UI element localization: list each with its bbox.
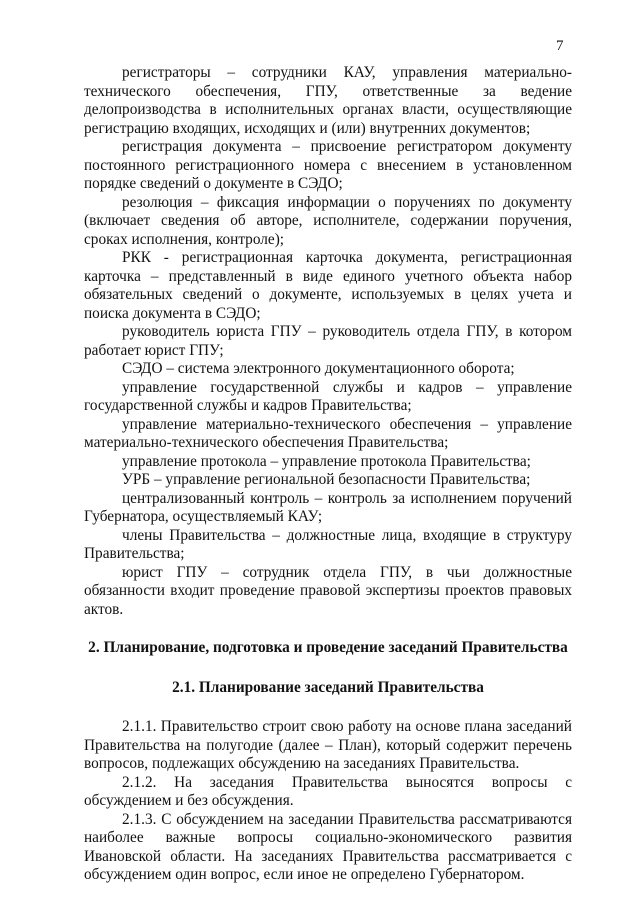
clause-2-1-1: 2.1.1. Правительство строит свою работу на основе плана заседаний Правительства на полугодие (далее – План), который содержит перечень вопросов, подлежащих обсуждению на заседаниях Правительства. [84, 718, 572, 772]
definitions-list [84, 64, 572, 619]
definition-government-members: члены Правительства – должностные лица, входящие в структуру Правительства; [84, 526, 572, 562]
definition-gpu-lawyer-head: руководитель юриста ГПУ – руководитель отдела ГПУ, в котором работает юрист ГПУ; [84, 323, 572, 359]
definition-urb: УРБ – управление региональной безопасности Правительства; [122, 471, 531, 488]
definition-document-registration: регистрация документа – присвоение регистратором документу постоянного регистрационного номера с внесением в установленном порядке сведений о документе в СЭДО; [84, 138, 572, 192]
definition-registrars: регистраторы – сотрудники КАУ, управления материально-технического обеспечения, ГПУ, ответственные за ведение делопроизводства в исполнительных органах власти, осуществляющие регистрацию входящих, исходящих и (или) внутренних документов; [84, 64, 572, 137]
definition-logistics-department: управление материально-технического обеспечения – управление материально-технического обеспечения Правительства; [84, 415, 572, 451]
definition-civil-service-department: управление государственной службы и кадров – управление государственной службы и кадров Правительства; [84, 378, 572, 414]
clauses-list [84, 718, 572, 885]
clause-2-1-3: 2.1.3. С обсуждением на заседании Правительства рассматриваются наиболее важные вопросы социально-экономического развития Ивановской области. На заседаниях Правительства рассматривается с обсуждением один вопрос, если иное не определено Губернатором. [84, 810, 572, 883]
definition-sedo: СЭДО – система электронного документационного оборота; [122, 360, 515, 377]
page-number: 7 [556, 38, 564, 54]
definition-centralized-control: централизованный контроль – контроль за исполнением поручений Губернатора, осуществляемый КАУ; [84, 489, 572, 525]
definition-gpu-lawyer: юрист ГПУ – сотрудник отдела ГПУ, в чьи должностные обязанности входит проведение правовой экспертизы проектов правовых актов. [84, 563, 572, 618]
clause-2-1-2: 2.1.2. На заседания Правительства выносятся вопросы с обсуждением и без обсуждения. [84, 773, 572, 809]
document-body [84, 64, 572, 885]
definition-resolution: резолюция – фиксация информации о поручениях по документу (включает сведения об авторе, исполнителе, содержании поручения, сроках исполнения, контроле); [84, 193, 572, 248]
definition-protocol-department: управление протокола – управление протокола Правительства; [122, 452, 531, 470]
subsection-heading: 2.1. Планирование заседаний Правительства [172, 678, 484, 696]
definition-rkk: РКК - регистрационная карточка документа, регистрационная карточка – представленный в виде единого учетного объекта набор обязательных сведений о документе, используемых в целях учета и поиска документа в СЭДО; [84, 249, 572, 322]
section-heading: 2. Планирование, подготовка и проведение заседаний Правительства [88, 639, 568, 656]
